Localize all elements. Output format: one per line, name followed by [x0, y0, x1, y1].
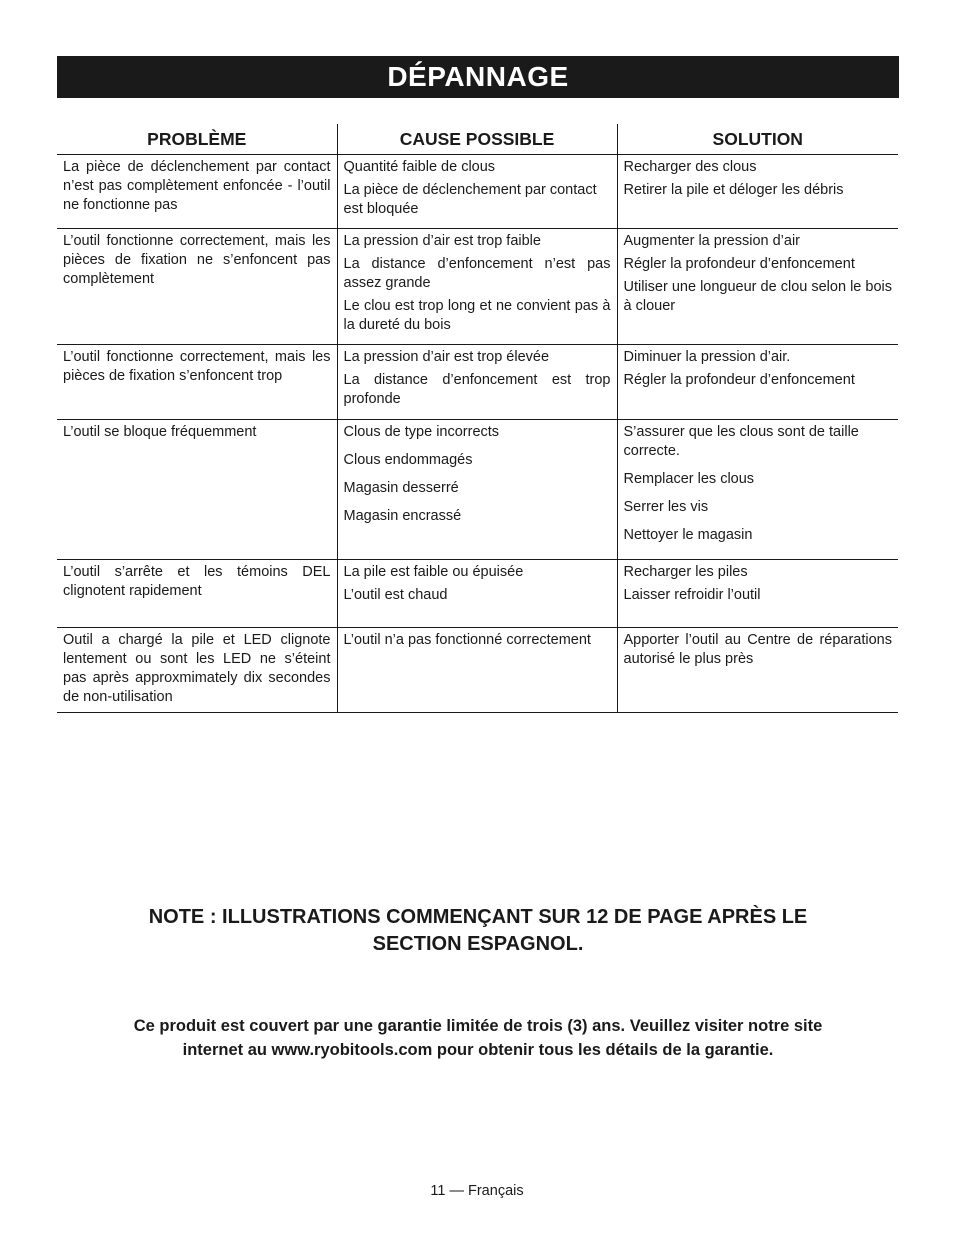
problem-text: L’outil fonctionne correctement, mais les pièces de fixation ne s’enfoncent pas complètement [63, 233, 331, 287]
cause-item: La pile est faible ou épuisée [343, 564, 524, 580]
solution-item: Nettoyer le magasin [623, 527, 753, 543]
warranty-statement [57, 1014, 899, 1062]
cause-item: Clous endommagés [343, 452, 473, 468]
table-row [57, 345, 898, 420]
table-row [57, 420, 898, 560]
warranty-line: internet au www.ryobitools.com pour obtenir tous les détails de la garantie. [182, 1041, 774, 1059]
problem-cell [57, 628, 337, 713]
solution-item: Diminuer la pression d’air. [623, 349, 791, 365]
solution-item: Augmenter la pression d’air [623, 233, 801, 249]
solution-item: Recharger les piles [623, 564, 748, 580]
cause-item: La pression d’air est trop élevée [343, 349, 550, 365]
cause-cell [337, 345, 617, 420]
solution-cell [617, 420, 898, 560]
page-title: DÉPANNAGE [387, 61, 569, 92]
solution-item: Utiliser une longueur de clou selon le bois à clouer [623, 279, 892, 314]
solution-cell [617, 560, 898, 628]
cause-cell [337, 560, 617, 628]
solution-item: Apporter l’outil au Centre de réparations autorisé le plus près [623, 632, 892, 667]
solution-cell [617, 345, 898, 420]
cause-cell [337, 155, 617, 229]
troubleshooting-table [57, 124, 898, 713]
solution-item: Remplacer les clous [623, 471, 755, 487]
cause-item: Clous de type incorrects [343, 424, 500, 440]
solution-cell [617, 628, 898, 713]
problem-text: L’outil fonctionne correctement, mais les pièces de fixation s’enfoncent trop [63, 349, 331, 384]
problem-cell [57, 155, 337, 229]
column-header-cause: CAUSE POSSIBLE [337, 124, 617, 155]
cause-item: La pression d’air est trop faible [343, 233, 541, 249]
problem-cell [57, 560, 337, 628]
table-row [57, 560, 898, 628]
cause-cell [337, 628, 617, 713]
cause-item: L’outil n’a pas fonctionné correctement [343, 632, 591, 648]
solution-item: Régler la profondeur d’enfoncement [623, 372, 855, 388]
cause-item: La distance d’enfoncement est trop profonde [343, 372, 611, 407]
cause-item: Quantité faible de clous [343, 159, 496, 175]
problem-text: L’outil s’arrête et les témoins DEL clignotent rapidement [63, 564, 331, 599]
solution-item: Retirer la pile et déloger les débris [623, 182, 844, 198]
cause-item: Magasin encrassé [343, 508, 462, 524]
cause-item: Magasin desserré [343, 480, 459, 496]
cause-cell [337, 229, 617, 345]
solution-item: Laisser refroidir l’outil [623, 587, 761, 603]
solution-item: Régler la profondeur d’enfoncement [623, 256, 855, 272]
page-title-bar [57, 56, 899, 98]
table-row [57, 229, 898, 345]
problem-cell [57, 229, 337, 345]
note-line: NOTE : ILLUSTRATIONS COMMENÇANT SUR 12 DE PAGE APRÈS LE [148, 906, 808, 928]
cause-item: La pièce de déclenchement par contact est bloquée [343, 182, 597, 217]
problem-cell [57, 345, 337, 420]
cause-item: La distance d’enfoncement n’est pas assez grande [343, 256, 611, 291]
cause-item: Le clou est trop long et ne convient pas à la dureté du bois [343, 298, 611, 333]
table-row [57, 155, 898, 229]
solution-item: Serrer les vis [623, 499, 709, 515]
solution-item: S’assurer que les clous sont de taille correcte. [623, 424, 859, 459]
column-header-solution: SOLUTION [617, 124, 898, 155]
cause-item: L’outil est chaud [343, 587, 448, 603]
note-line: SECTION ESPAGNOL. [372, 933, 584, 955]
illustration-note [57, 904, 899, 958]
problem-text: Outil a chargé la pile et LED clignote lentement ou sont les LED ne s’éteint pas après approxmimately dix secondes de non-utilisation [63, 632, 331, 705]
solution-cell [617, 155, 898, 229]
table-row [57, 628, 898, 713]
solution-cell [617, 229, 898, 345]
problem-text: L’outil se bloque fréquemment [63, 424, 257, 440]
problem-cell [57, 420, 337, 560]
problem-text: La pièce de déclenchement par contact n’est pas complètement enfoncée - l’outil ne fonctionne pas [63, 159, 331, 213]
cause-cell [337, 420, 617, 560]
table-header-row [57, 124, 898, 155]
column-header-problem: PROBLÈME [57, 124, 337, 155]
warranty-line: Ce produit est couvert par une garantie limitée de trois (3) ans. Veuillez visiter notre site [133, 1017, 823, 1035]
page-footer: 11 — Français [430, 1183, 524, 1199]
solution-item: Recharger des clous [623, 159, 757, 175]
